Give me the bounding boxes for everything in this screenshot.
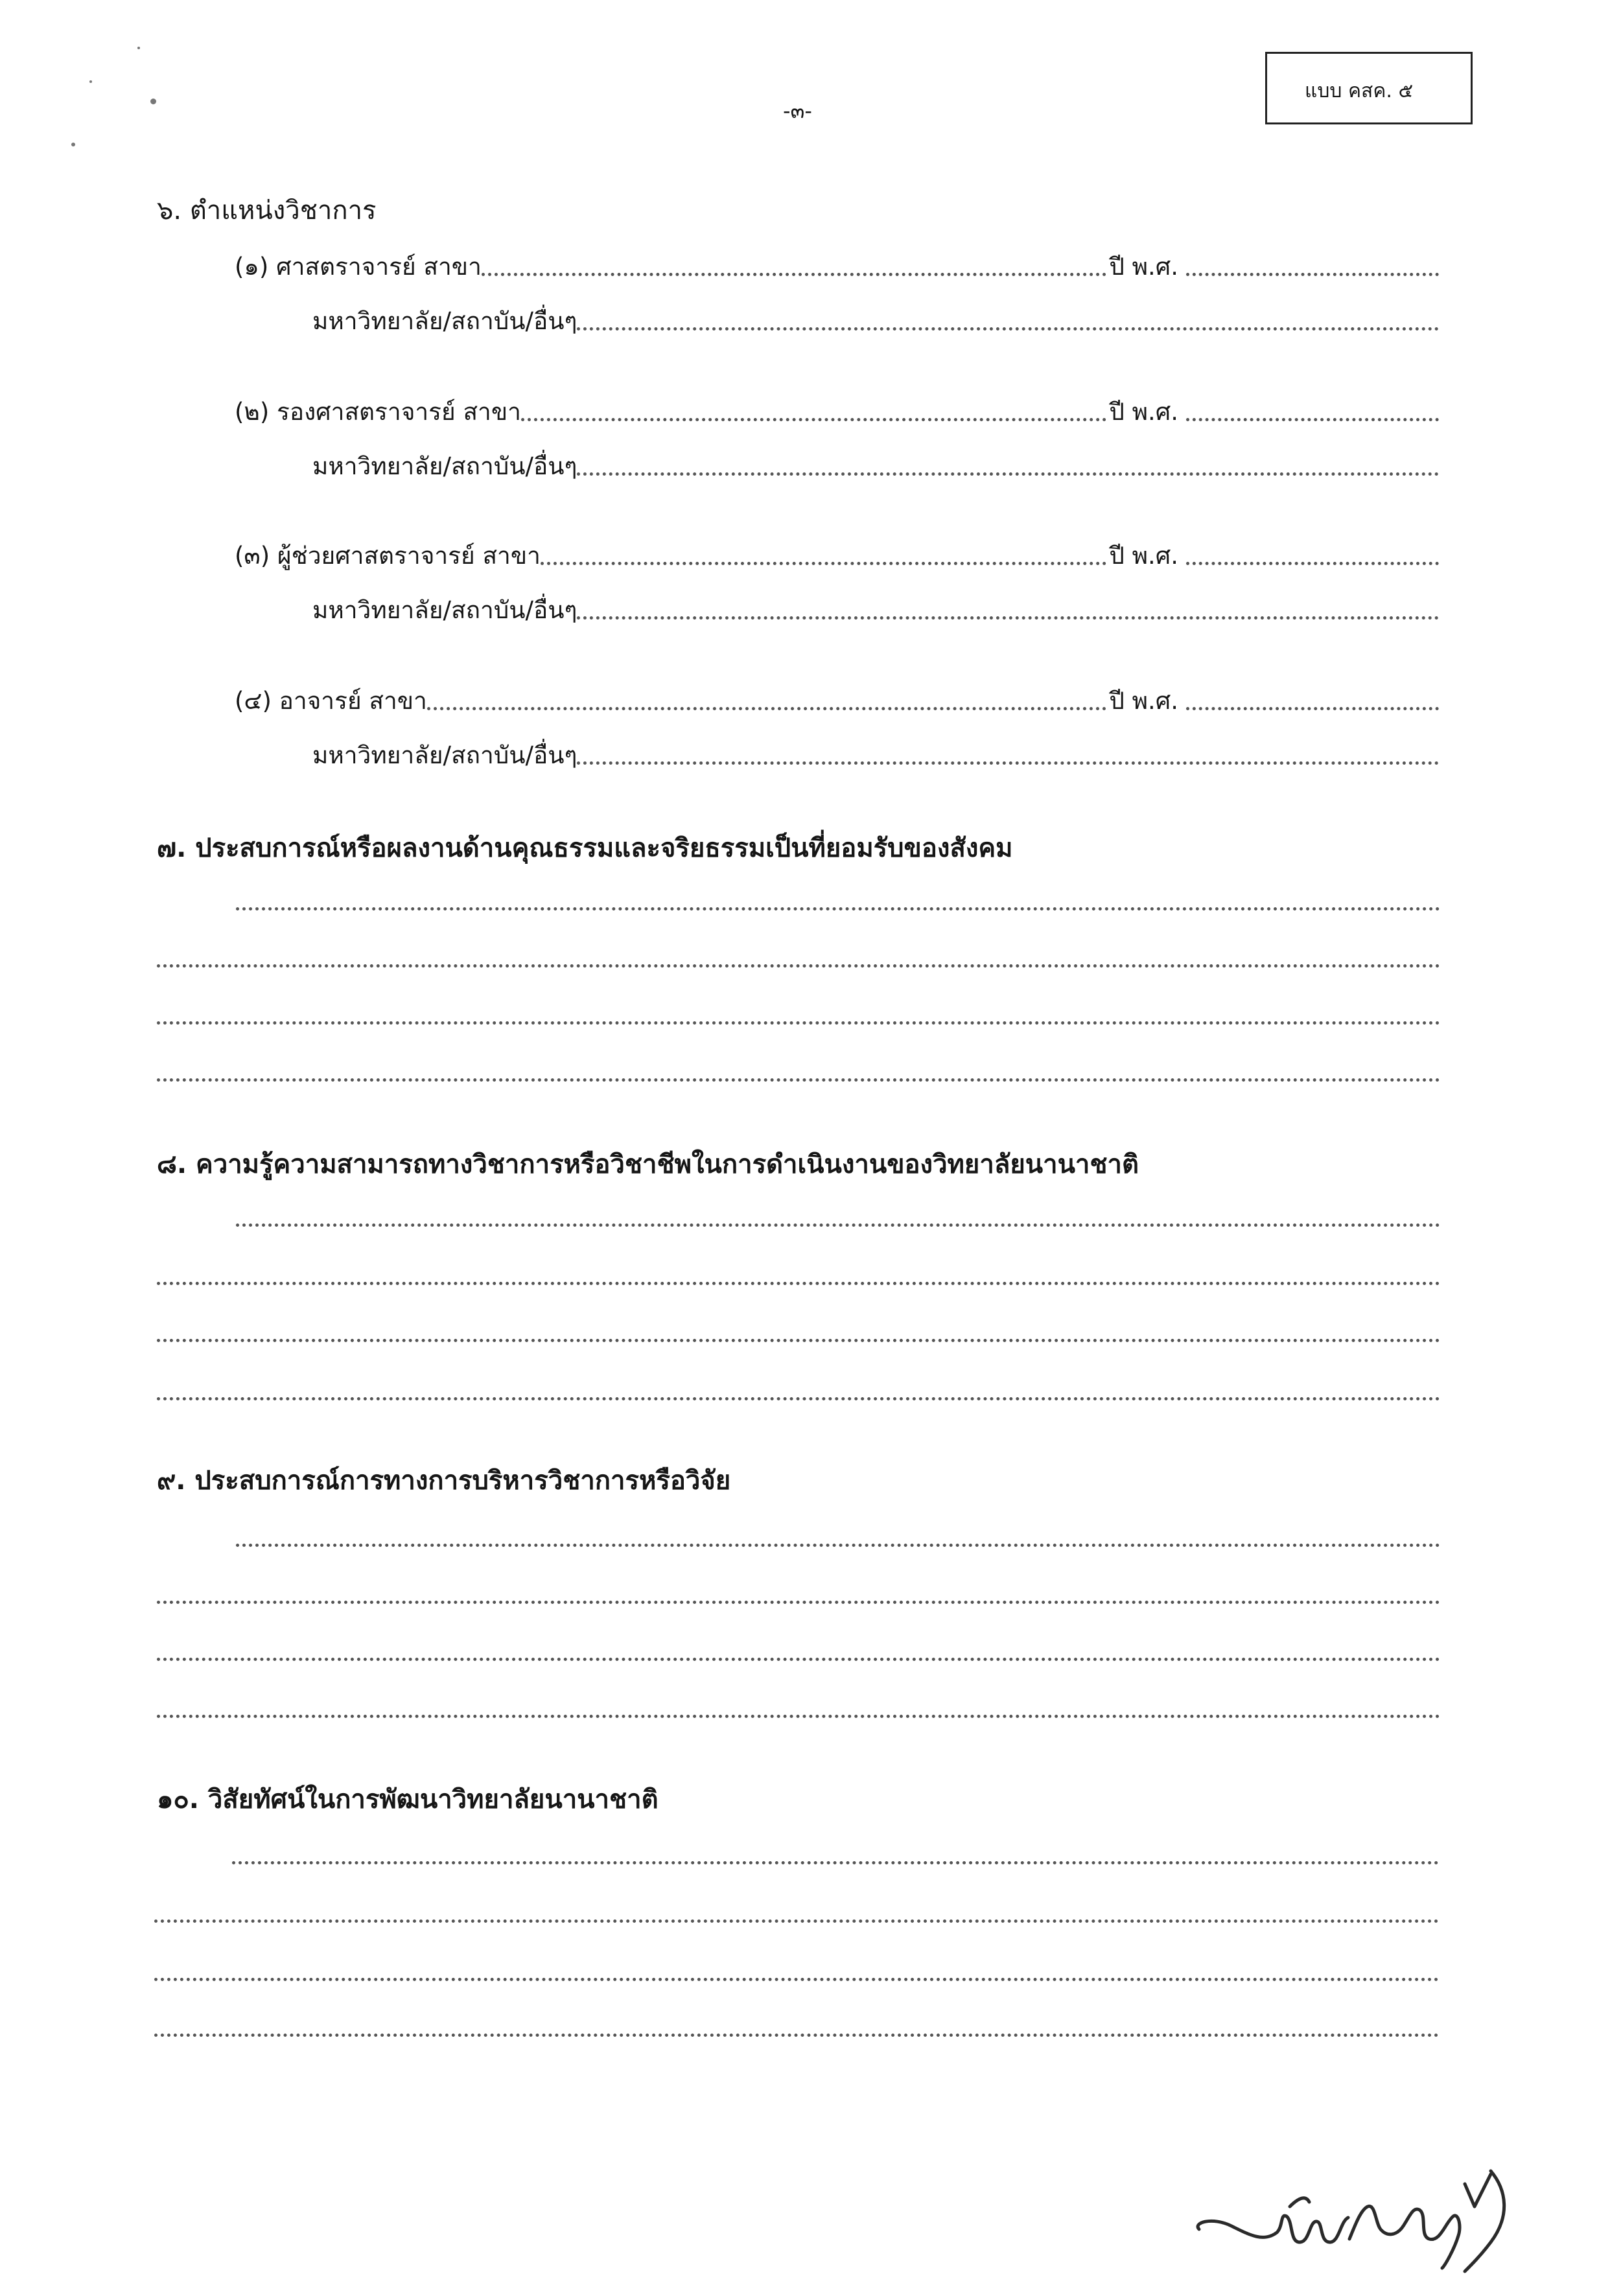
year-field-3[interactable] [1186,562,1439,565]
section-9-heading: ๙. ประสบการณ์การทางการบริหารวิชาการหรือวิจัย [157,1466,731,1496]
university-field-1[interactable] [577,327,1439,330]
university-label-3: มหาวิทยาลัย/สถาบัน/อื่นๆ [312,596,578,624]
section-10-line-2[interactable] [154,1919,1439,1923]
university-row-1 [312,298,1439,337]
section-8-line-1[interactable] [236,1223,1440,1227]
position-row-3 [235,533,1439,572]
section-10-line-1[interactable] [232,1861,1439,1864]
position-label-2: (๒) รองศาสตราจารย์ สาขา [235,398,521,426]
page-number: -๓- [783,99,812,123]
year-label-2: ปี พ.ศ. [1109,398,1178,426]
year-label-3: ปี พ.ศ. [1109,542,1178,570]
section-9-line-3[interactable] [157,1658,1440,1661]
form-code: แบบ คสค. ๕ [1305,80,1414,102]
university-field-4[interactable] [577,761,1439,765]
university-row-3 [312,587,1439,626]
position-row-4 [235,678,1439,717]
section-7-line-2[interactable] [157,964,1440,968]
section-10-heading: ๑๐. วิสัยทัศน์ในการพัฒนาวิทยาลัยนานาชาติ [157,1785,659,1815]
year-label-4: ปี พ.ศ. [1109,687,1178,715]
section-7-line-3[interactable] [157,1021,1440,1025]
field-of-study-2[interactable] [521,418,1106,421]
section-8-line-4[interactable] [157,1397,1440,1400]
form-code-box [1265,52,1473,124]
year-field-2[interactable] [1186,418,1439,421]
section-8-heading: ๘. ความรู้ความสามารถทางวิชาการหรือวิชาชีพในการดำเนินงานของวิทยาลัยนานาชาติ [157,1150,1139,1179]
position-row-2 [235,389,1439,428]
section-7-line-4[interactable] [157,1078,1440,1082]
section-8-line-3[interactable] [157,1339,1440,1342]
field-of-study-4[interactable] [427,707,1107,710]
section-10-line-3[interactable] [154,1978,1439,1981]
section-6-heading: ๖. ตำแหน่งวิชาการ [157,196,377,226]
section-8-line-2[interactable] [157,1282,1440,1285]
section-9-line-1[interactable] [236,1544,1440,1547]
handwritten-signature [1186,2145,1549,2275]
university-row-4 [312,732,1439,771]
year-field-4[interactable] [1186,707,1439,710]
position-row-1 [235,244,1439,283]
university-label-1: มหาวิทยาลัย/สถาบัน/อื่นๆ [312,307,578,335]
university-field-2[interactable] [577,472,1439,476]
section-10-line-4[interactable] [154,2034,1439,2037]
year-label-1: ปี พ.ศ. [1109,253,1178,281]
field-of-study-1[interactable] [482,273,1107,276]
position-label-1: (๑) ศาสตราจารย์ สาขา [235,253,482,281]
section-7-heading: ๗. ประสบการณ์หรือผลงานด้านคุณธรรมและจริยธรรมเป็นที่ยอมรับของสังคม [157,833,1013,863]
position-label-4: (๔) อาจารย์ สาขา [235,687,427,715]
position-label-3: (๓) ผู้ช่วยศาสตราจารย์ สาขา [235,542,541,570]
field-of-study-3[interactable] [541,562,1106,565]
section-7-line-1[interactable] [236,907,1440,910]
university-row-2 [312,443,1439,482]
year-field-1[interactable] [1186,273,1439,276]
university-field-3[interactable] [577,616,1439,620]
section-9-line-2[interactable] [157,1601,1440,1604]
university-label-2: มหาวิทยาลัย/สถาบัน/อื่นๆ [312,452,578,480]
section-9-line-4[interactable] [157,1715,1440,1718]
university-label-4: มหาวิทยาลัย/สถาบัน/อื่นๆ [312,741,578,769]
